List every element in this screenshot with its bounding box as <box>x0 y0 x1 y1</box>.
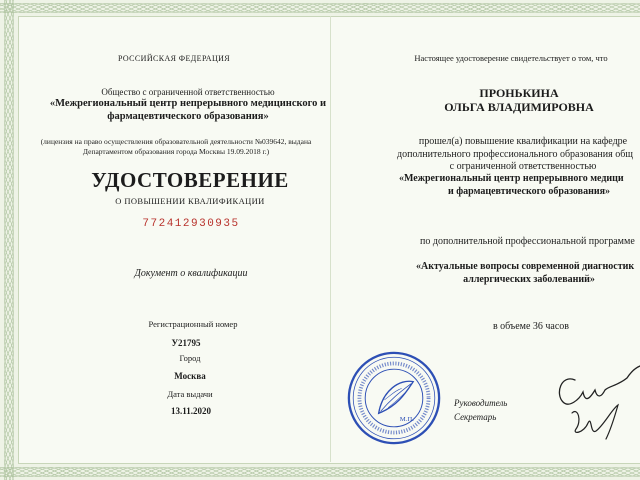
issue-date-value: 13.11.2020 <box>170 406 212 416</box>
org-line-3: фармацевтического образования» <box>107 111 269 122</box>
recipient-given-names: ОЛЬГА ВЛАДИМИРОВНА <box>444 100 594 114</box>
passed-line-2: дополнительного профессионального образования общ <box>397 149 633 160</box>
document-subtitle: О ПОВЫШЕНИИ КВАЛИФИКАЦИИ <box>115 196 265 206</box>
secretary-label: Секретарь <box>454 412 497 422</box>
recipient-surname: ПРОНЬКИНА <box>479 86 559 100</box>
head-label: Руководитель <box>454 398 508 408</box>
secretary-signature <box>560 395 635 445</box>
document-title: УДОСТОВЕРЕНИЕ <box>91 168 289 192</box>
document-type: Документ о квалификации <box>134 268 248 279</box>
city-label: Город <box>179 353 201 363</box>
license-line-2: Департаментом образования города Москвы 19.09.2018 г.) <box>82 147 270 156</box>
program-title-line-1: «Актуальные вопросы современной диагностик <box>416 261 635 272</box>
license-line-1: (лицензия на право осуществления образовательной деятельности №039642, выдана <box>40 137 312 146</box>
fold-line <box>330 16 331 462</box>
intro-text: Настоящее удостоверение свидетельствует о том, что <box>414 53 608 63</box>
issue-date-label: Дата выдачи <box>167 389 213 399</box>
registration-number: У21795 <box>171 338 201 348</box>
program-title-line-2: аллергических заболеваний» <box>463 274 595 285</box>
org-line-2: «Межрегиональный центр непрерывного медицинского и <box>49 98 327 109</box>
passed-line-1: прошел(а) повышение квалификации на кафедре <box>418 136 628 147</box>
course-org-line-1: «Межрегиональный центр непрерывного медици <box>399 173 624 184</box>
program-intro: по дополнительной профессиональной программе <box>420 236 635 247</box>
serial-number: 772412930935 <box>142 218 240 230</box>
city-value: Москва <box>174 371 206 381</box>
registration-label: Регистрационный номер <box>148 319 238 329</box>
org-line-1: Общество с ограниченной ответственностью <box>101 87 275 97</box>
course-org-line-2: и фармацевтического образования» <box>447 186 611 197</box>
course-hours: в объеме 36 часов <box>492 321 570 332</box>
organization-seal <box>346 350 442 446</box>
seal-mark: М.П. <box>399 416 414 424</box>
passed-line-3: с ограниченной ответственностью <box>449 161 597 172</box>
country-label: РОССИЙСКАЯ ФЕДЕРАЦИЯ <box>117 54 231 63</box>
